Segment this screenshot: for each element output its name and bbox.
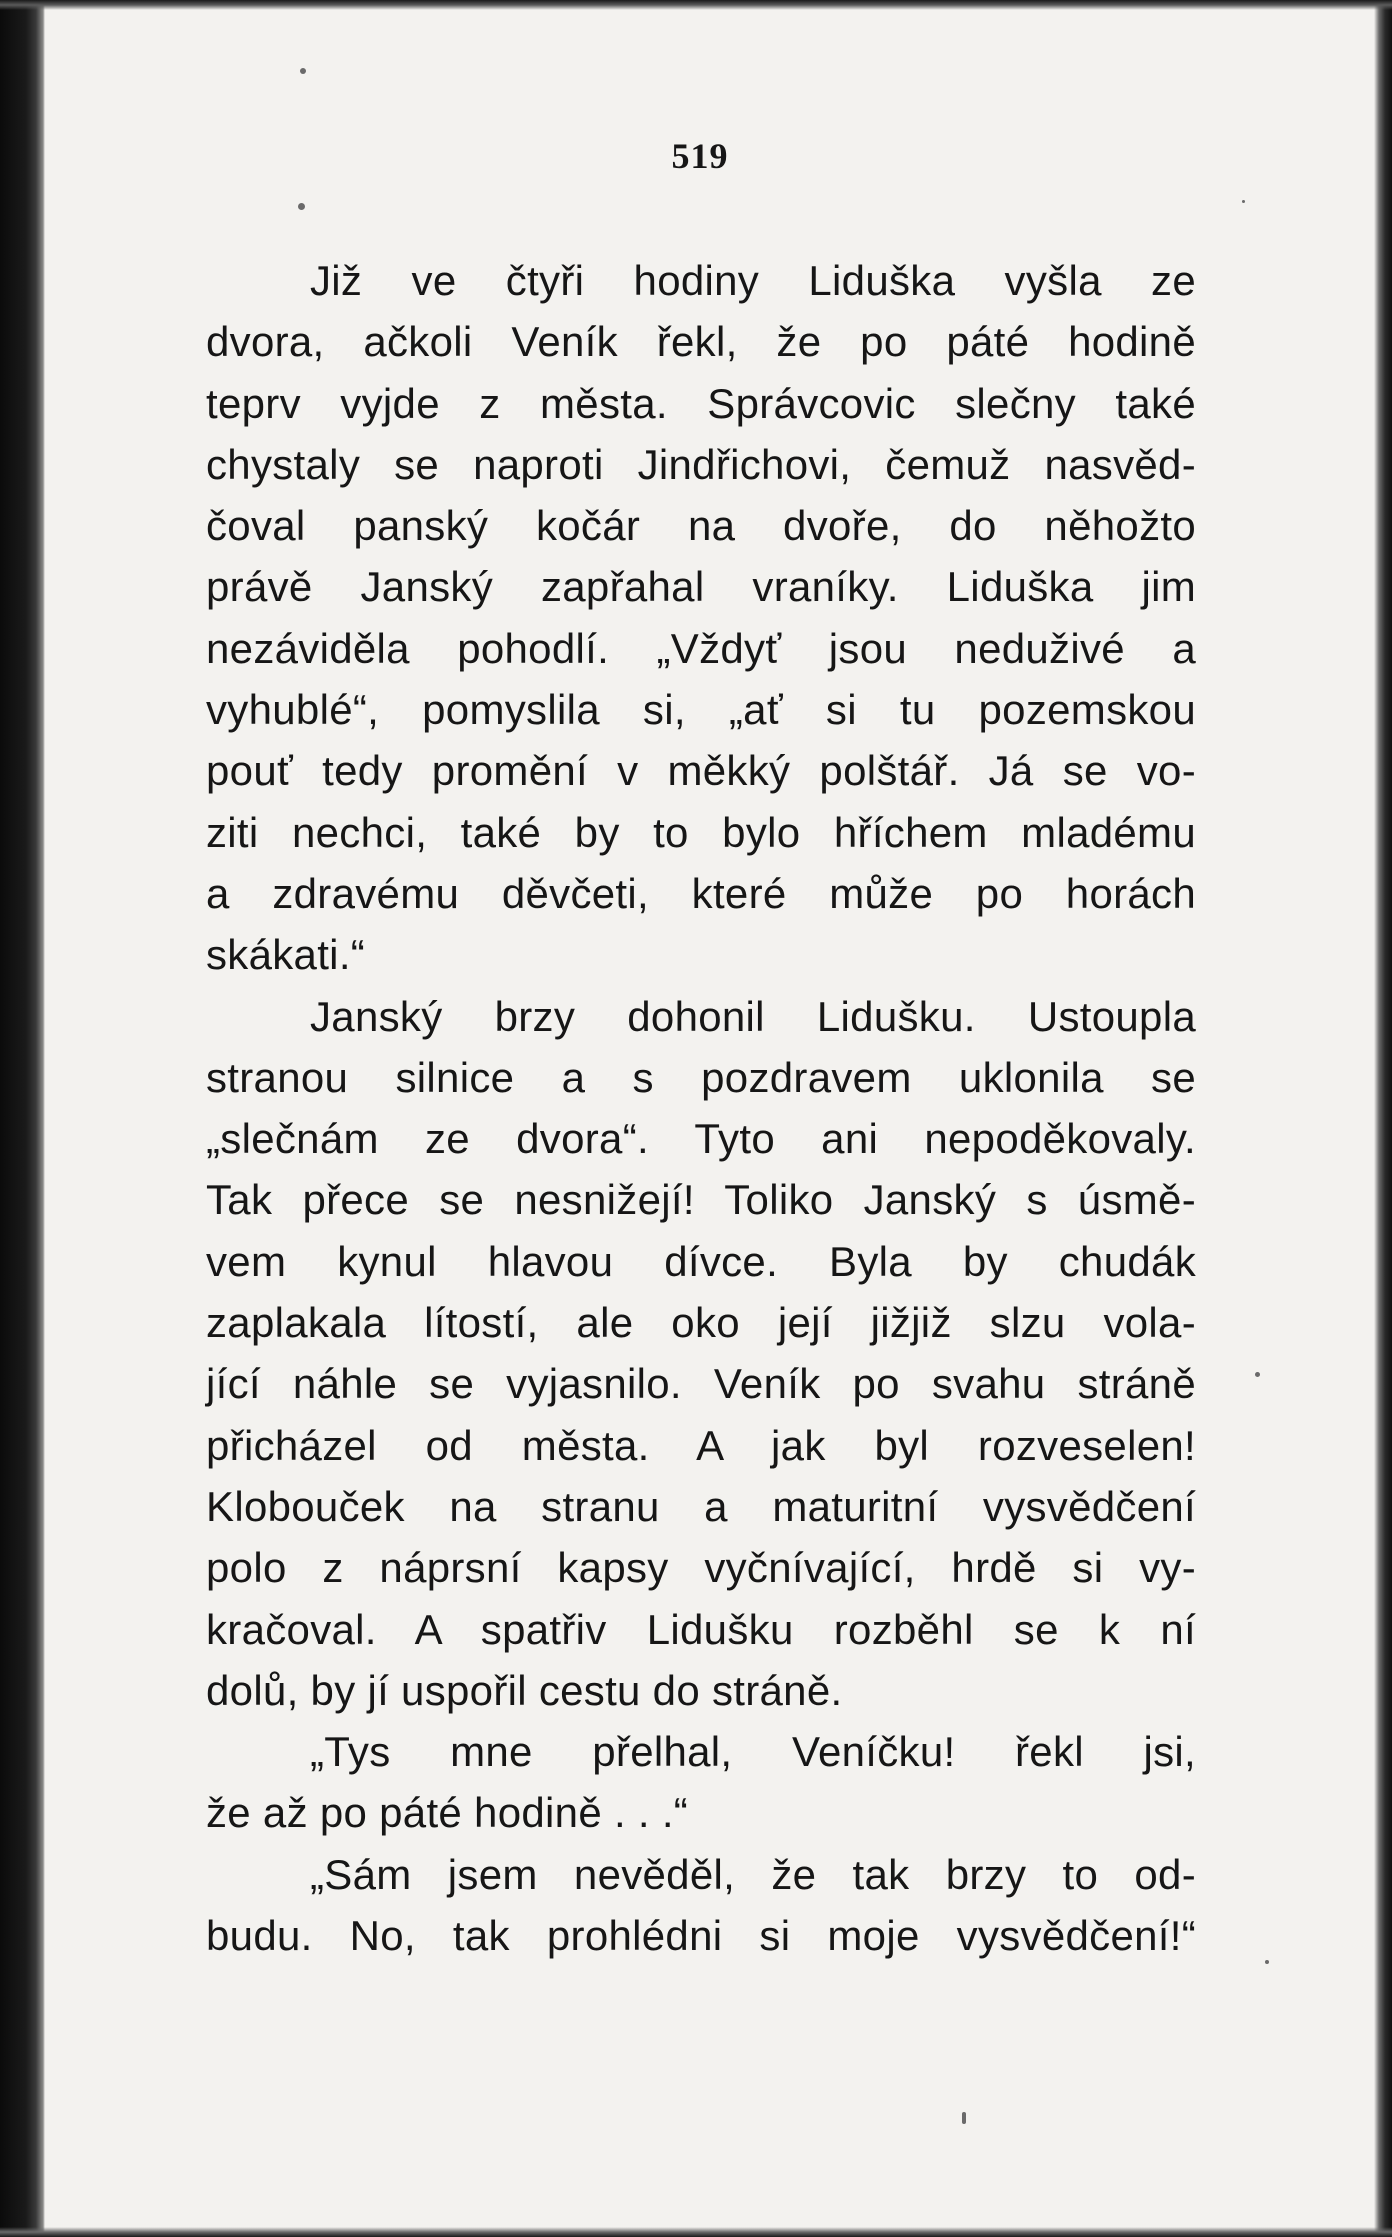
text-line: ziti nechci, také by to bylo hříchem mladému: [206, 808, 1196, 856]
text-line: dolů, by jí uspořil cestu do stráně.: [206, 1666, 843, 1714]
scan-edge-left: [0, 0, 45, 2237]
text-line: a zdravému děvčeti, které může po horách: [206, 869, 1196, 917]
text-line: Již ve čtyři hodiny Liduška vyšla ze: [310, 257, 1196, 304]
text-line: vem kynul hlavou dívce. Byla by chudák: [206, 1237, 1196, 1285]
text-line: přicházel od města. A jak byl rozveselen!: [206, 1421, 1196, 1469]
text-line: čoval panský kočár na dvoře, do něhožto: [206, 502, 1196, 550]
text-line: že až po páté hodině . . .“: [206, 1789, 689, 1837]
scan-edge-bottom: [0, 2227, 1392, 2237]
text-line: vyhublé“, pomyslila si, „ať si tu pozemskou: [206, 686, 1196, 734]
text-line: „Tys mne přelhal, Veníčku! řekl jsi,: [310, 1728, 1196, 1776]
text-line: dvora, ačkoli Veník řekl, že po páté hodině: [206, 318, 1196, 366]
text-line: zaplakala lítostí, ale oko její jižjiž slzu vola-: [206, 1299, 1196, 1347]
text-line: chystaly se naproti Jindřichovi, čemuž nasvěd-: [206, 440, 1196, 488]
text-line: Klobouček na stranu a maturitní vysvědčení: [206, 1482, 1196, 1530]
paper-speck: [1265, 1960, 1269, 1964]
paper-speck: [298, 203, 305, 210]
page-number: 519: [671, 136, 729, 176]
text-line: stranou silnice a s pozdravem uklonila se: [206, 1053, 1196, 1101]
text-line: jící náhle se vyjasnilo. Veník po svahu stráně: [206, 1360, 1196, 1408]
text-line: polo z náprsní kapsy vyčnívající, hrdě si vy-: [206, 1544, 1196, 1592]
paper-speck: [962, 2112, 966, 2124]
text-line: „slečnám ze dvora“. Tyto ani nepoděkovaly.: [206, 1115, 1196, 1163]
text-line: skákati.“: [206, 931, 366, 979]
text-line: právě Janský zapřahal vraníky. Liduška jim: [206, 563, 1196, 611]
paper-speck: [1255, 1372, 1260, 1377]
text-line: „Sám jsem nevěděl, že tak brzy to od-: [310, 1850, 1196, 1898]
text-line: Tak přece se nesnižejí! Toliko Janský s úsmě-: [206, 1176, 1196, 1224]
body-text: [206, 250, 1196, 1966]
scan-edge-right: [1374, 0, 1392, 2237]
scan-edge-top: [0, 0, 1392, 10]
text-line: pouť tedy promění v měkký polštář. Já se vo-: [206, 747, 1196, 795]
text-line: Janský brzy dohonil Lidušku. Ustoupla: [310, 992, 1196, 1040]
paper-speck: [300, 68, 306, 74]
text-line: nezáviděla pohodlí. „Vždyť jsou neduživé a: [206, 624, 1196, 672]
text-line: kračoval. A spatřiv Lidušku rozběhl se k ní: [206, 1605, 1196, 1653]
text-line: budu. No, tak prohlédni si moje vysvědčení!“: [206, 1912, 1196, 1960]
paper-speck: [1242, 200, 1245, 203]
text-line: teprv vyjde z města. Správcovic slečny také: [206, 379, 1196, 427]
